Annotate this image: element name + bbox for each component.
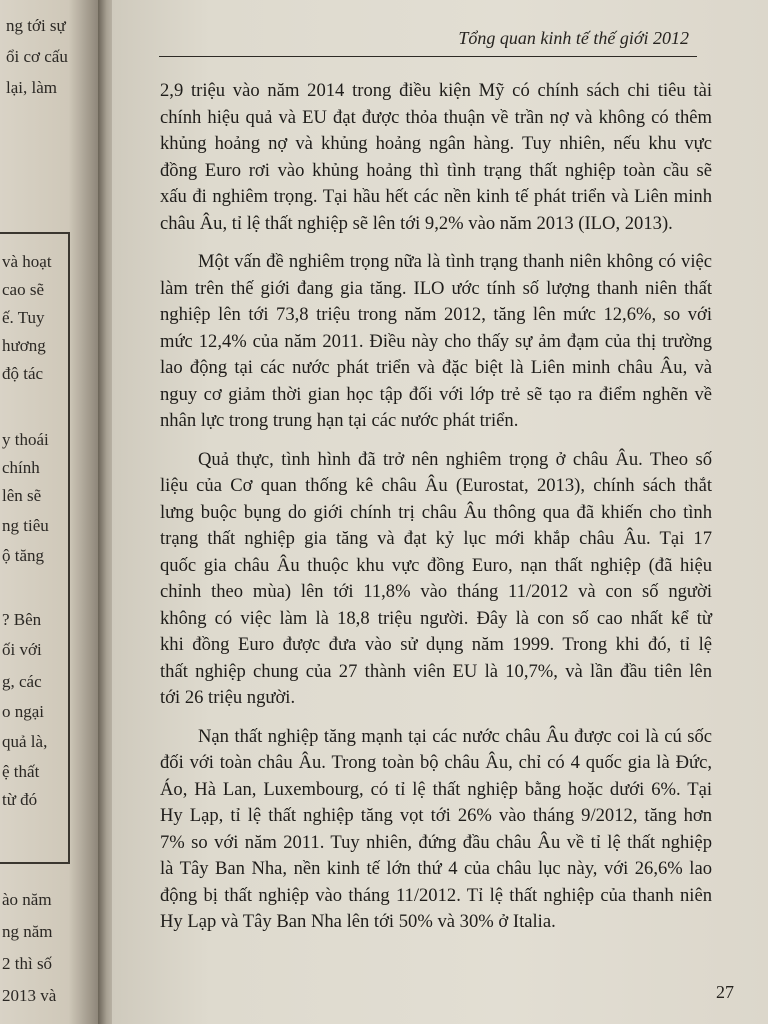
left-page-text-line: o ngại (2, 702, 45, 721)
text-line: nhân lực trong trung hạn tại các nước phát triển. (160, 410, 519, 431)
left-page-text-line: g, các (2, 672, 42, 691)
left-page-text-line: hương (2, 336, 46, 355)
text-line: là Tây Ban Nha, nền kinh tế lớn thứ 4 của châu lục này, với 26,6% lao (160, 858, 712, 879)
left-page-text-line: và hoạt (2, 252, 52, 271)
page-number: 27 (716, 982, 734, 1002)
left-page-text-line: ào năm (2, 890, 52, 909)
left-page-text-line: y thoái (2, 430, 49, 449)
right-page (112, 0, 768, 1024)
paragraph-3 (160, 447, 712, 712)
text-line: lao động tại các nước phát triển và đặc biệt là Liên minh châu Âu, và (160, 357, 712, 378)
text-line: trạng thất nghiệp gia tăng và đạt kỷ lục mới khắp châu Âu. Tại 17 (160, 528, 712, 549)
paragraph-1 (160, 78, 712, 237)
text-line: khi đồng Euro được đưa vào sử dụng năm 1999. Trong khi đó, tỉ lệ (160, 634, 712, 655)
running-header-title: Tổng quan kinh tế thế giới 2012 (458, 28, 689, 48)
paragraph-4 (160, 724, 712, 936)
text-line: đối với toàn châu Âu. Trong toàn bộ châu Âu, chỉ có 4 quốc gia là Đức, (160, 752, 712, 773)
text-line: 7% so với năm 2011. Tuy nhiên, đứng đầu châu Âu về tỉ lệ thất nghiệp (160, 831, 712, 853)
text-line: lưng buộc bụng do giới chính trị châu Âu thông qua đã khiến cho tình (160, 501, 712, 523)
left-page-text-line: ng năm (2, 922, 53, 941)
left-page-text-line: 2013 và (2, 986, 57, 1005)
text-line: nguy cơ giảm thời gian học tập đối với lớp trẻ sẽ tạo ra điểm nghẽn về (160, 383, 712, 405)
text-line: chỉnh theo mùa) lên tới 11,8% vào tháng 11/2012 và con số người (160, 581, 712, 602)
text-line: thất nghiệp chung của 27 thành viên EU là 10,7%, và lần đầu tiên lên (160, 660, 712, 682)
left-page-text-line: chính (2, 458, 40, 477)
text-line: 2,9 triệu vào năm 2014 trong điều kiện Mỹ có chính sách chi tiêu tài (160, 80, 712, 101)
text-line: Quả thực, tình hình đã trở nên nghiêm trọng ở châu Âu. Theo số (198, 448, 712, 470)
left-page-text-line: cao sẽ (2, 280, 45, 299)
left-page-text-line: ng tới sự (6, 16, 66, 35)
text-line: Một vấn đề nghiêm trọng nữa là tình trạng thanh niên không có việc (198, 251, 712, 272)
text-line: Hy Lạp, tỉ lệ thất nghiệp tăng vọt tới 26% vào tháng 9/2012, tăng hơn (160, 805, 712, 826)
text-line: nghiệp lên tới 73,8 triệu trong năm 2012, tăng lên mức 12,6%, so với (160, 304, 712, 325)
text-line: châu Âu, tỉ lệ thất nghiệp sẽ lên tới 9,2% vào năm 2013 (ILO, 2013). (160, 212, 673, 234)
left-page-text-line: từ đó (2, 790, 38, 809)
text-line: làm trên thế giới đang gia tăng. ILO ước tính số lượng thanh niên thất (160, 277, 712, 299)
text-line: xấu đi nghiêm trọng. Tại hầu hết các nền kinh tế phát triển và Liên minh (160, 186, 712, 207)
text-line: tới 26 triệu người. (160, 687, 296, 708)
body-text (160, 78, 712, 936)
left-page-text-line: ổi cơ cấu (6, 47, 68, 66)
text-line: Nạn thất nghiệp tăng mạnh tại các nước châu Âu được coi là cú sốc (198, 725, 712, 747)
text-line: khủng hoảng nợ và khủng hoảng ngân hàng. Tuy nhiên, nếu khu vực (160, 133, 712, 154)
left-page-text-line: ế. Tuy (2, 308, 45, 327)
running-header (159, 18, 697, 57)
left-page-text-line: ối với (2, 640, 42, 659)
text-line: mức 12,4% của năm 2011. Điều này cho thấy sự ảm đạm của thị trường (160, 330, 712, 352)
left-page-text-line: 2 thì số (2, 954, 53, 973)
text-line: chính hiệu quả và EU đạt được thỏa thuận về trần nợ và không có thêm (160, 106, 712, 128)
left-page-text-line: ng tiêu (2, 516, 49, 535)
text-line: đồng Euro rơi vào khủng hoảng thì tình trạng thất nghiệp toàn cầu sẽ (160, 159, 712, 181)
left-page-text-line: quả là, (2, 732, 48, 751)
text-line: liệu của Cơ quan thống kê châu Âu (Eurostat, 2013), chính sách thắt (160, 475, 712, 496)
left-page-text-line: ? Bên (2, 610, 42, 629)
text-line: động bị thất nghiệp vào tháng 11/2012. Tỉ lệ thất nghiệp của thanh niên (160, 884, 712, 906)
paragraph-2 (160, 249, 712, 435)
left-page-text-line: lên sẽ (2, 486, 42, 505)
text-line: Áo, Hà Lan, Luxembourg, có tỉ lệ thất nghiệp bằng hoặc dưới 6%. Tại (160, 778, 712, 800)
left-page-text-line: ộ tăng (2, 546, 45, 565)
text-line: quốc gia châu Âu thuộc khu vực đồng Euro, nạn thất nghiệp (đã hiệu (160, 554, 712, 576)
text-line: Hy Lạp và Tây Ban Nha lên tới 50% và 30% ở Italia. (160, 911, 556, 932)
left-page-fragment (0, 0, 98, 1024)
text-line: không có việc làm là 18,8 triệu người. Đây là con số cao nhất kể từ (160, 607, 712, 629)
left-page-text-line: lại, làm (6, 78, 57, 97)
left-page-text-line: ệ thất (2, 762, 40, 781)
left-page-text-line: độ tác (2, 364, 44, 383)
